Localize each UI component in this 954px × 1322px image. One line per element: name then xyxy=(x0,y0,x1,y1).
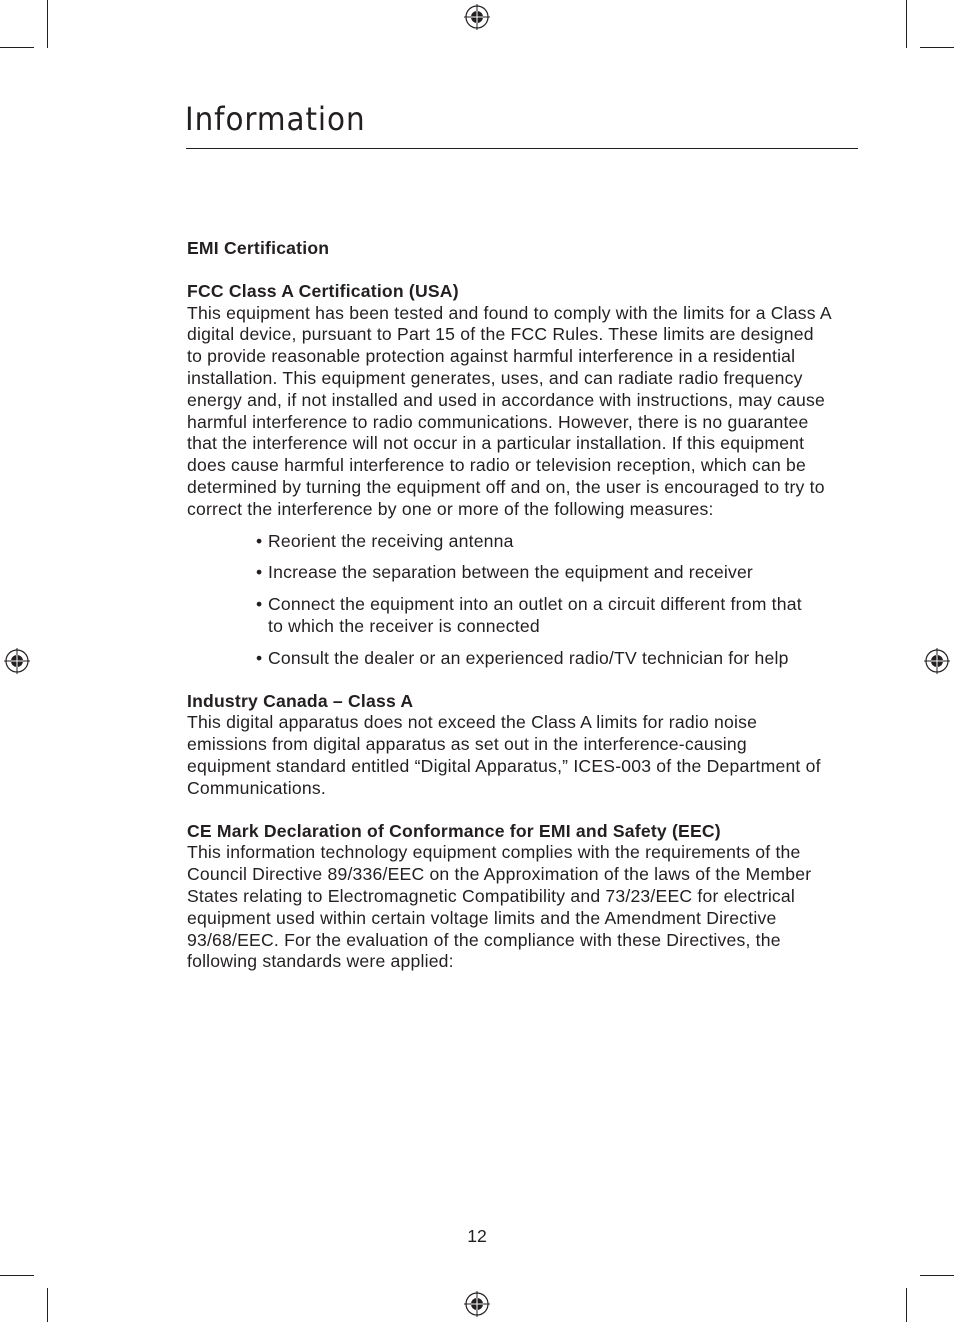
crop-mark-bottom-left-horizontal xyxy=(0,1275,34,1276)
crop-mark-top-right-vertical xyxy=(906,0,907,48)
bullet-icon: • xyxy=(256,594,263,615)
bullet-icon: • xyxy=(256,647,263,668)
page-title: Information xyxy=(185,100,366,138)
list-item: • Increase the separation between the equipment and receiver xyxy=(256,562,753,583)
fcc-measures-list xyxy=(187,531,832,670)
page-number: 12 xyxy=(467,1226,487,1246)
emi-heading: EMI Certification xyxy=(187,238,330,258)
registration-crosshair-icon xyxy=(464,1291,490,1317)
canada-heading: Industry Canada – Class A xyxy=(187,690,414,711)
list-item: • Reorient the receiving antenna xyxy=(256,530,514,551)
canada-body: This digital apparatus does not exceed the Class A limits for radio noise emissions from digital apparatus as set out in the interference-causing equipment standard entitled “Digital Apparatus,” ICES-003 of the Department of Communications. xyxy=(187,712,821,798)
fcc-body: This equipment has been tested and found to comply with the limits for a Class A digital device, pursuant to Part 15 of the FCC Rules. These limits are designed to provide reasonable protection against harmful interference in a residential installation. This equipment generates, uses, and can radiate radio frequency energy and, if not installed and used in accordance with instructions, may cause harmful interference to radio communications. However, there is no guarantee that the interference will not occur in a particular installation. If this equipment does cause harmful interference to radio or television reception, which can be determined by turning the equipment off and on, the user is encouraged to try to correct the interference by one or more of the following measures: xyxy=(187,302,831,519)
document-body xyxy=(187,238,832,973)
registration-crosshair-icon xyxy=(464,4,490,30)
crop-mark-top-right-horizontal xyxy=(920,47,954,48)
crop-mark-top-left-horizontal xyxy=(0,47,34,48)
list-item: • Consult the dealer or an experienced radio/TV technician for help xyxy=(256,647,789,668)
list-item: • Connect the equipment into an outlet on a circuit different from that to which the receiver is connected xyxy=(256,594,802,636)
crop-mark-bottom-right-horizontal xyxy=(920,1275,954,1276)
crop-mark-top-left-vertical xyxy=(47,0,48,48)
ce-heading: CE Mark Declaration of Conformance for EMI and Safety (EEC) xyxy=(187,820,721,841)
crop-mark-bottom-left-vertical xyxy=(47,1288,48,1322)
crop-mark-bottom-right-vertical xyxy=(906,1288,907,1322)
header-rule xyxy=(186,148,858,149)
fcc-heading: FCC Class A Certification (USA) xyxy=(187,280,459,301)
registration-crosshair-icon xyxy=(924,648,950,674)
bullet-icon: • xyxy=(256,530,263,551)
ce-body: This information technology equipment complies with the requirements of the Council Directive 89/336/EEC on the Approximation of the laws of the Member States relating to Electromagnetic Compatibility and 73/23/EEC for electrical equipment used within certain voltage limits and the Amendment Directive 93/68/EEC. For the evaluation of the compliance with these Directives, the following standards were applied: xyxy=(187,842,812,972)
registration-crosshair-icon xyxy=(4,648,30,674)
bullet-icon: • xyxy=(256,562,263,583)
